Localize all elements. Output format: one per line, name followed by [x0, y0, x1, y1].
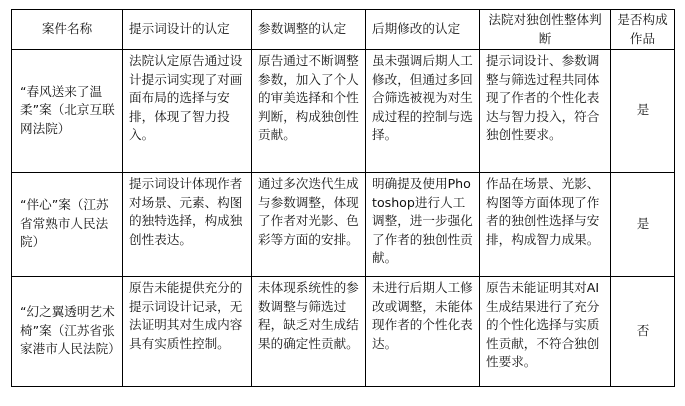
overall-judgment-cell: 原告未能证明其对AI生成结果进行了充分的个性化选择与实质性贡献，不符合独创性要求。	[480, 277, 611, 387]
prompt-design-cell: 提示词设计体现作者对场景、元素、构图的独特选择，构成独创性表达。	[123, 173, 252, 277]
post-modification-cell: 明确提及使用Photoshop进行人工调整，进一步强化了作者的独创性贡献。	[366, 173, 480, 277]
overall-judgment-cell: 提示词设计、参数调整与筛选过程共同体现了作者的个性化表达与智力投入，符合独创性要求。	[480, 50, 611, 173]
overall-judgment-cell: 作品在场景、光影、构图等方面体现了作者的独创性选择与安排，构成智力成果。	[480, 173, 611, 277]
table-row	[12, 173, 675, 277]
case-comparison-table	[11, 9, 675, 387]
header-is-work: 是否构成作品	[611, 10, 675, 50]
is-work-cell: 是	[611, 173, 675, 277]
prompt-design-cell: 原告未能提供充分的提示词设计记录，无法证明其对生成内容具有实质性控制。	[123, 277, 252, 387]
header-overall-judgment: 法院对独创性整体判断	[480, 10, 611, 50]
case-name-cell: “幻之翼透明艺术椅”案（江苏省张家港市人民法院）	[12, 277, 123, 387]
parameter-adjustment-cell: 原告通过不断调整参数，加入了个人的审美选择和个性判断，构成独创性贡献。	[252, 50, 366, 173]
table-header-row	[12, 10, 675, 50]
header-parameter-adjustment: 参数调整的认定	[252, 10, 366, 50]
table-wrapper	[11, 9, 675, 387]
table-row	[12, 50, 675, 173]
is-work-cell: 否	[611, 277, 675, 387]
prompt-design-cell: 法院认定原告通过设计提示词实现了对画面布局的选择与安排，体现了智力投入。	[123, 50, 252, 173]
case-name-cell: “春风送来了温柔”案（北京互联网法院）	[12, 50, 123, 173]
is-work-cell: 是	[611, 50, 675, 173]
table-row	[12, 277, 675, 387]
parameter-adjustment-cell: 通过多次迭代生成与参数调整，体现了作者对光影、色彩等方面的安排。	[252, 173, 366, 277]
header-prompt-design: 提示词设计的认定	[123, 10, 252, 50]
parameter-adjustment-cell: 未体现系统性的参数调整与筛选过程，缺乏对生成结果的确定性贡献。	[252, 277, 366, 387]
header-case-name: 案件名称	[12, 10, 123, 50]
post-modification-cell: 未进行后期人工修改或调整，未能体现作者的个性化表达。	[366, 277, 480, 387]
header-post-modification: 后期修改的认定	[366, 10, 480, 50]
case-name-cell: “伴心”案（江苏省常熟市人民法院）	[12, 173, 123, 277]
post-modification-cell: 虽未强调后期人工修改，但通过多回合筛选被视为对生成过程的控制与选择。	[366, 50, 480, 173]
